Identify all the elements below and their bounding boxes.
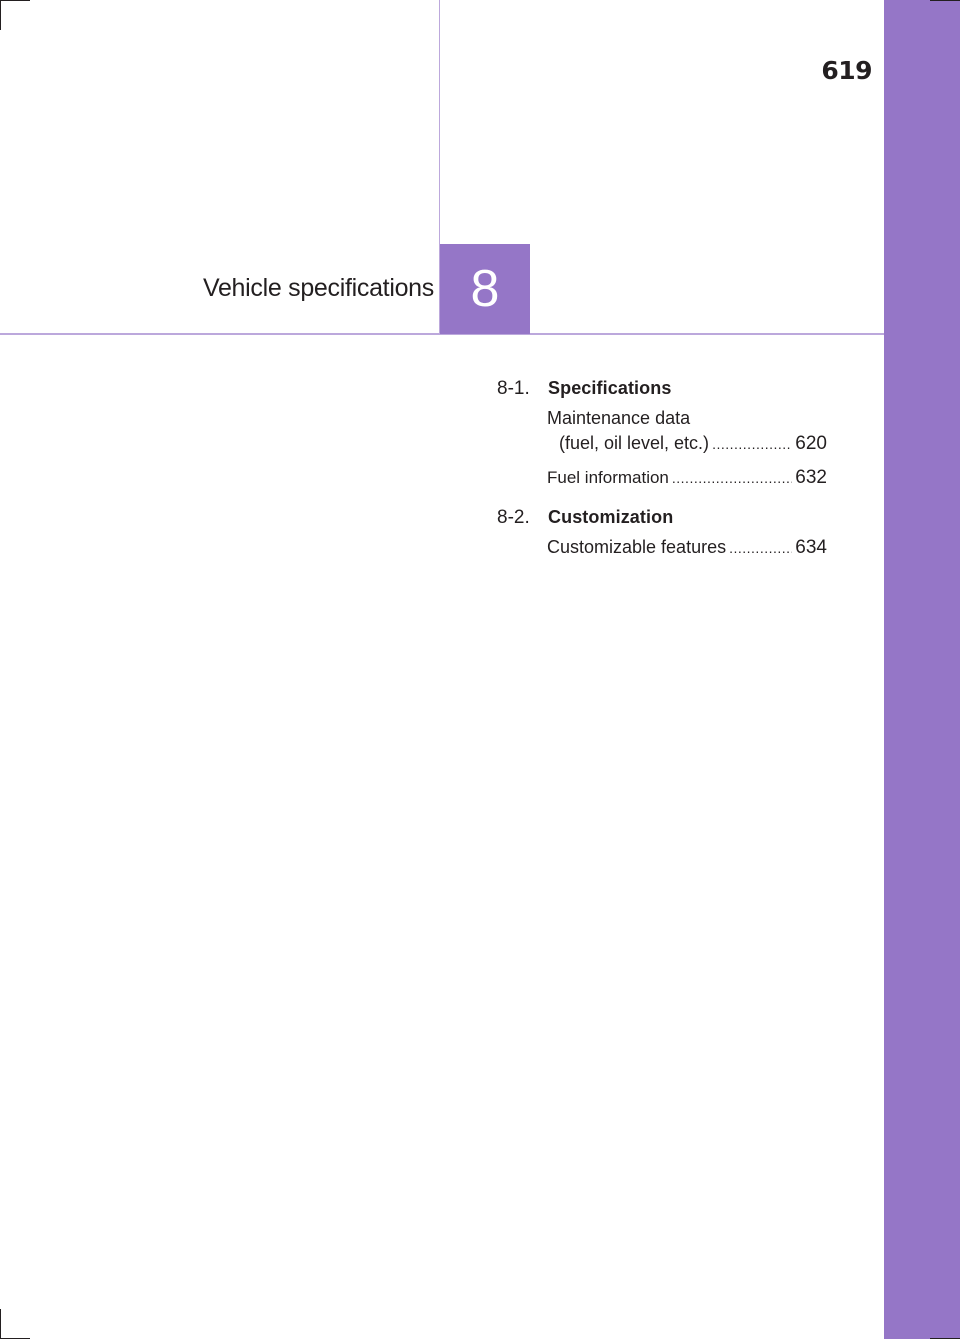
toc-section-header[interactable] bbox=[497, 507, 827, 529]
toc-entry-page: 620 bbox=[795, 433, 827, 454]
chapter-number: 8 bbox=[470, 260, 500, 318]
chapter-number-box bbox=[440, 244, 530, 334]
crop-mark-top-right bbox=[930, 0, 960, 1]
toc-section-number: 8-1. bbox=[497, 378, 530, 399]
leader-dots bbox=[672, 470, 792, 486]
crop-mark-bottom-left bbox=[0, 1309, 1, 1339]
toc-entry-title: Customizable features bbox=[547, 537, 727, 557]
toc-entry-title: Maintenance data bbox=[547, 408, 691, 428]
toc-entry-line bbox=[547, 467, 827, 489]
toc-section-header[interactable] bbox=[497, 378, 827, 400]
toc-entry-page: 632 bbox=[795, 467, 827, 488]
toc-section-title: Specifications bbox=[548, 378, 672, 398]
toc-entry-line bbox=[547, 537, 827, 559]
toc-entry-line bbox=[547, 408, 827, 429]
table-of-contents bbox=[497, 378, 827, 571]
toc-entry-line bbox=[547, 433, 827, 455]
page-number: 619 bbox=[821, 56, 872, 85]
leader-dots bbox=[712, 436, 792, 452]
crop-mark-top-left bbox=[0, 0, 1, 30]
chapter-title: Vehicle specifications bbox=[202, 274, 434, 302]
toc-entry-subtitle: (fuel, oil level, etc.) bbox=[559, 433, 710, 453]
leader-dots bbox=[729, 540, 792, 556]
toc-entry-page: 634 bbox=[795, 537, 827, 558]
toc-entry[interactable] bbox=[547, 537, 827, 559]
toc-section-title: Customization bbox=[548, 507, 674, 527]
toc-entry-title: Fuel information bbox=[547, 468, 669, 487]
toc-entry[interactable] bbox=[547, 467, 827, 489]
crop-mark-top-left-h bbox=[0, 0, 30, 1]
toc-entry[interactable] bbox=[547, 408, 827, 455]
chapter-side-tab bbox=[884, 0, 960, 1339]
toc-section-number: 8-2. bbox=[497, 507, 530, 528]
